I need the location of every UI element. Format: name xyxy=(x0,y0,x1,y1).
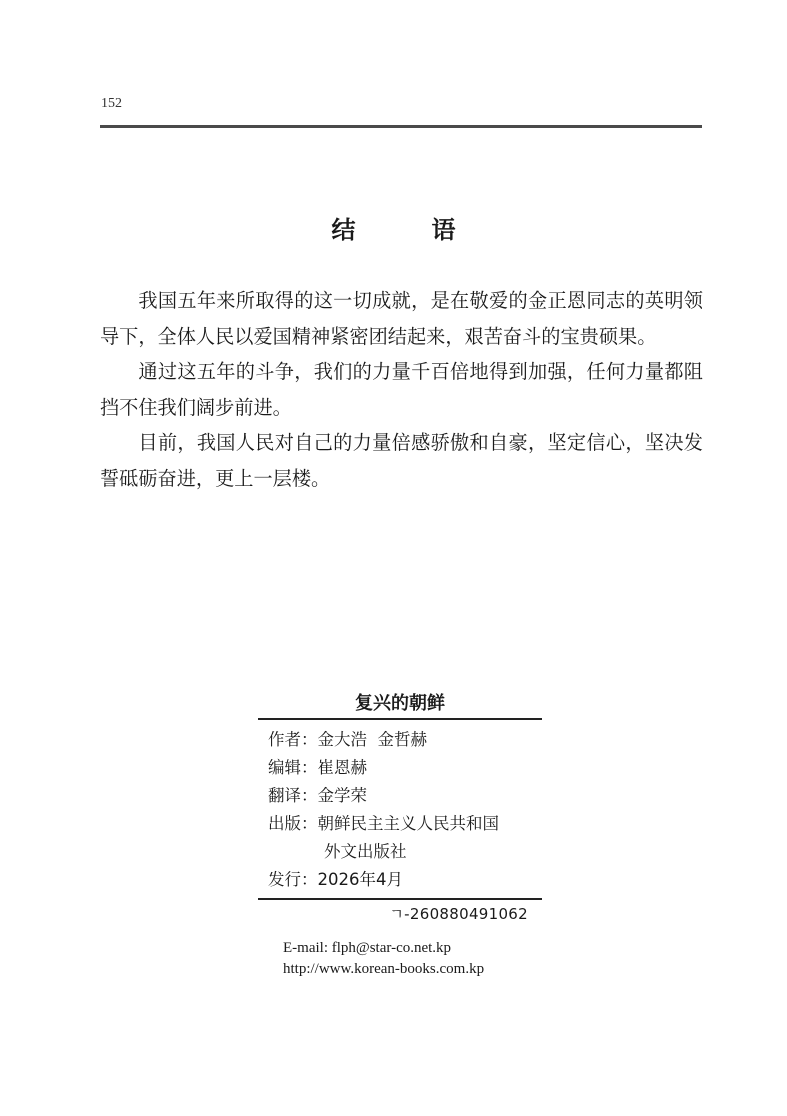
author-value: 金大浩 金哲赫 xyxy=(317,730,427,749)
translator-row xyxy=(268,782,542,810)
website-text: http://www.korean-books.com.kp xyxy=(283,961,485,977)
contact-info xyxy=(283,938,484,980)
issue-row xyxy=(268,866,542,894)
page-number: 152 xyxy=(101,96,122,111)
paragraph-2: 通过这五年的斗争，我们的力量千百倍地得到加强，任何力量都阻挡不住我们阔步前进。 xyxy=(100,360,703,419)
publisher-row-continued xyxy=(268,838,542,866)
email-text: E-mail: flph@star-co.net.kp xyxy=(283,940,452,956)
publisher-value-line-1: 朝鲜民主主义人民共和国 xyxy=(317,814,499,833)
translator-label: 翻译： xyxy=(268,786,318,805)
issue-value: 2026年4月 xyxy=(317,870,403,889)
author-row xyxy=(268,726,542,754)
chapter-heading: 结 语 xyxy=(331,216,482,244)
author-label: 作者： xyxy=(268,730,318,749)
colophon-bottom-rule xyxy=(258,898,542,900)
body-text xyxy=(100,283,703,496)
colophon xyxy=(258,690,542,926)
editor-value: 崔恩赫 xyxy=(317,758,367,777)
paragraph-3: 目前，我国人民对自己的力量倍感骄傲和自豪，坚定信心，坚决发誓砥砺奋进，更上一层楼。 xyxy=(100,431,703,490)
publication-code: ㄱ-260880491062 xyxy=(389,905,528,923)
publisher-label: 出版： xyxy=(268,814,318,833)
paragraph-1: 我国五年来所取得的这一切成就，是在敬爱的金正恩同志的英明领导下，全体人民以爱国精神紧密团结起来，艰苦奋斗的宝贵硕果。 xyxy=(100,289,703,348)
header-rule xyxy=(100,125,702,128)
translator-value: 金学荣 xyxy=(317,786,367,805)
publisher-value-line-2: 外文出版社 xyxy=(324,842,407,861)
colophon-info xyxy=(258,720,542,898)
book-title: 复兴的朝鲜 xyxy=(355,693,445,714)
issue-label: 发行： xyxy=(268,870,318,889)
editor-label: 编辑： xyxy=(268,758,318,777)
publisher-row xyxy=(268,810,542,838)
editor-row xyxy=(268,754,542,782)
